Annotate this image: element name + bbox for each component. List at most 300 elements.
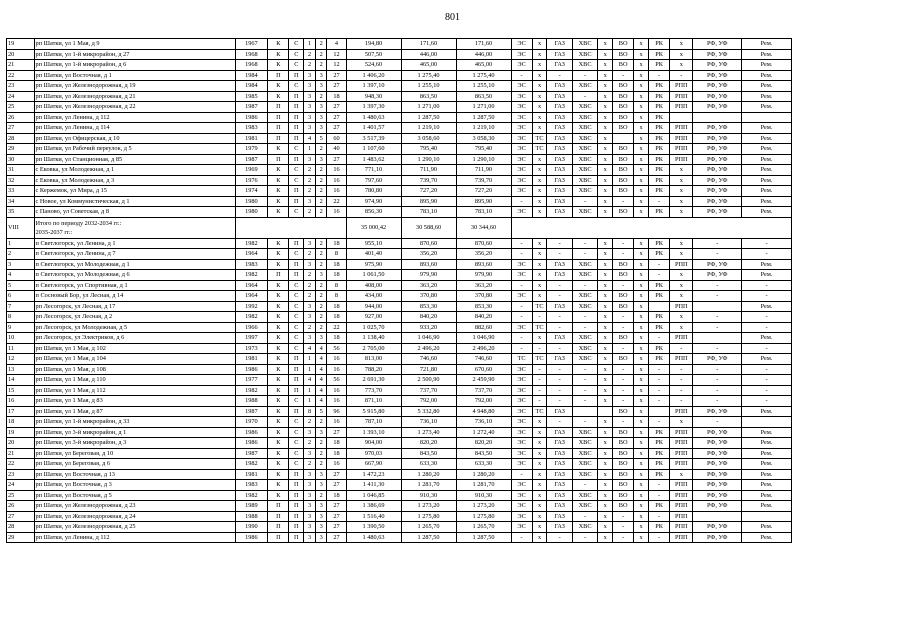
table-cell: 27 [327, 102, 346, 113]
table-cell: 1 273,20 [401, 501, 456, 512]
table-cell: РФ, УФ [693, 165, 742, 176]
table-cell: 3 [304, 522, 316, 533]
table-cell: - [547, 70, 572, 81]
table-cell: ЭС [511, 364, 532, 375]
table-cell: 1964 [235, 249, 268, 260]
table-row [7, 343, 792, 354]
table-cell: РК [649, 501, 670, 512]
table-cell: 871,10 [346, 396, 401, 407]
table-cell: 856,30 [346, 207, 401, 218]
table-cell: 1 287,50 [456, 532, 511, 543]
rows-bottom [7, 238, 792, 543]
table-cell: П [289, 490, 304, 501]
table-row [7, 196, 792, 207]
table-cell: - [613, 312, 634, 323]
table-cell: - [572, 249, 597, 260]
table-cell: 8 [327, 280, 346, 291]
table-cell: х [532, 469, 547, 480]
table-cell: 24 [7, 480, 35, 491]
table-cell: РК [649, 469, 670, 480]
table-cell: 1976 [235, 175, 268, 186]
address-cell: рп Шатки, ул 1 Мая, д 102 [34, 343, 235, 354]
table-cell [693, 333, 742, 344]
table-cell: 446,00 [456, 49, 511, 60]
table-cell: РК [649, 207, 670, 218]
table-cell: ГАЗ [547, 511, 572, 522]
table-cell: х [634, 480, 649, 491]
table-cell: х [532, 249, 547, 260]
table-cell: ЭС [511, 123, 532, 134]
table-cell: ЭС [511, 133, 532, 144]
table-cell: 1 265,70 [401, 522, 456, 533]
table-cell: 1 271,00 [401, 102, 456, 113]
table-cell: - [547, 532, 572, 543]
table-cell: - [613, 396, 634, 407]
table-cell: Рем. [742, 406, 792, 417]
table-cell: х [670, 322, 693, 333]
table-cell: - [511, 301, 532, 312]
table-cell: ЭС [511, 270, 532, 281]
table-cell: П [289, 480, 304, 491]
table-cell: х [634, 186, 649, 197]
table-cell: 11 [7, 343, 35, 354]
table-cell: 746,60 [456, 354, 511, 365]
table-cell: - [693, 396, 742, 407]
table-cell: РПП [670, 427, 693, 438]
table-cell: - [649, 196, 670, 207]
table-cell: ЭС [511, 91, 532, 102]
table-cell: - [742, 385, 792, 396]
table-cell [649, 301, 670, 312]
table-cell: К [268, 406, 289, 417]
table-cell: 2 [304, 186, 316, 197]
table-cell: РФ, УФ [693, 501, 742, 512]
table-cell: - [511, 532, 532, 543]
table-cell: П [289, 154, 304, 165]
table-cell: 1980 [235, 207, 268, 218]
table-cell: х [670, 49, 693, 60]
table-cell: х [598, 70, 613, 81]
table-cell: х [532, 186, 547, 197]
table-cell: 27 [327, 427, 346, 438]
table-cell: 1983 [235, 259, 268, 270]
table-cell: - [511, 249, 532, 260]
table-cell: 27 [327, 112, 346, 123]
table-cell: 771,10 [346, 165, 401, 176]
table-cell: 16 [327, 396, 346, 407]
table-cell: 2 [315, 259, 327, 270]
table-cell: С [289, 312, 304, 323]
table-cell: 1 046,90 [401, 333, 456, 344]
table-cell: х [532, 196, 547, 207]
table-cell: х [634, 49, 649, 60]
table-cell: х [634, 39, 649, 50]
table-cell: х [532, 154, 547, 165]
table-cell: 21 [7, 448, 35, 459]
table-cell: 2 [315, 238, 327, 249]
table-cell: РФ, УФ [693, 49, 742, 60]
table-cell: 721,80 [401, 364, 456, 375]
table-cell: 16 [327, 417, 346, 428]
table-cell: ГАЗ [547, 196, 572, 207]
table-cell: 30 [7, 154, 35, 165]
table-cell: х [634, 459, 649, 470]
table-cell: 633,30 [456, 459, 511, 470]
table-cell: РПП [670, 91, 693, 102]
table-cell: ВО [613, 49, 634, 60]
table-cell: 910,30 [456, 490, 511, 501]
table-cell: 33 [7, 186, 35, 197]
table-cell: РПП [670, 144, 693, 155]
table-cell: 773,70 [346, 385, 401, 396]
table-cell: РФ, УФ [693, 469, 742, 480]
table-cell: х [532, 165, 547, 176]
table-cell: х [634, 522, 649, 533]
table-cell: К [268, 207, 289, 218]
table-cell: 12 [7, 354, 35, 365]
table-cell: х [598, 154, 613, 165]
table-cell: - [649, 396, 670, 407]
table-cell: 2 [304, 175, 316, 186]
table-cell: х [634, 375, 649, 386]
table-cell: ГАЗ [547, 448, 572, 459]
table-row [7, 91, 792, 102]
table-cell: К [268, 364, 289, 375]
table-cell: х [634, 291, 649, 302]
table-cell: 18 [327, 448, 346, 459]
table-cell: ХВС [572, 427, 597, 438]
table-cell: ВО [613, 60, 634, 71]
table-cell: 8 [7, 312, 35, 323]
table-cell: 3 [304, 123, 316, 134]
address-cell: рп Шатки, ул Железнодорожная, д 23 [34, 501, 235, 512]
address-cell: рп Шатки, ул 3-й микрорайон, д 3 [34, 438, 235, 449]
table-cell: х [634, 238, 649, 249]
table-cell: х [532, 270, 547, 281]
table-cell: РФ, УФ [693, 81, 742, 92]
table-cell: 783,10 [401, 207, 456, 218]
table-cell: - [511, 70, 532, 81]
table-cell: К [268, 196, 289, 207]
table-cell: - [649, 480, 670, 491]
table-cell: П [289, 511, 304, 522]
table-cell: С [289, 60, 304, 71]
table-cell: 17 [7, 406, 35, 417]
table-cell: 60 [327, 133, 346, 144]
table-cell: С [289, 343, 304, 354]
table-cell: П [268, 511, 289, 522]
table-cell: 408,00 [346, 280, 401, 291]
table-cell: 2 [315, 49, 327, 60]
table-cell: 1986 [235, 438, 268, 449]
table-cell: С [289, 280, 304, 291]
table-cell: С [289, 39, 304, 50]
table-cell: - [649, 270, 670, 281]
table-cell: 4 948,80 [456, 406, 511, 417]
table-cell: х [634, 280, 649, 291]
table-cell: 1986 [235, 112, 268, 123]
table-cell: ЭС [511, 39, 532, 50]
table-cell: х [634, 501, 649, 512]
table-cell: х [634, 417, 649, 428]
table-cell: - [547, 343, 572, 354]
table-row [7, 301, 792, 312]
table-cell: ЭС [511, 102, 532, 113]
table-cell: 1 271,00 [456, 102, 511, 113]
table-cell: ЭС [511, 291, 532, 302]
table-row [7, 259, 792, 270]
table-cell: РФ, УФ [693, 133, 742, 144]
table-cell: 27 [327, 469, 346, 480]
table-cell: ВО [613, 186, 634, 197]
address-cell: рп Шатки, ул Железнодорожная, д 25 [34, 522, 235, 533]
table-cell: ВО [613, 469, 634, 480]
table-cell: 1 516,40 [346, 511, 401, 522]
table-cell: П [289, 91, 304, 102]
table-cell: - [613, 522, 634, 533]
table-cell: х [598, 385, 613, 396]
table-cell: ВО [613, 175, 634, 186]
table-cell: Рем. [742, 522, 792, 533]
table-cell: ВО [613, 333, 634, 344]
table-row [7, 354, 792, 365]
table-cell: х [598, 522, 613, 533]
table-cell: 12 [327, 60, 346, 71]
table-cell: 3 [304, 81, 316, 92]
table-cell: РФ, УФ [693, 480, 742, 491]
table-cell: 3 [315, 333, 327, 344]
table-cell: - [693, 385, 742, 396]
table-cell: 1 [304, 385, 316, 396]
table-cell: х [634, 490, 649, 501]
table-cell: 2 [304, 291, 316, 302]
table-cell: 739,70 [456, 175, 511, 186]
table-cell: х [598, 91, 613, 102]
table-cell: ГАЗ [547, 501, 572, 512]
table-cell: х [532, 459, 547, 470]
address-cell: рп Шатки, ул Восточная, д 13 [34, 469, 235, 480]
table-cell: 16 [327, 165, 346, 176]
table-cell: 2 [304, 207, 316, 218]
table-cell: РК [649, 39, 670, 50]
table-cell: 1 472,23 [346, 469, 401, 480]
table-cell: х [670, 280, 693, 291]
table-cell: х [634, 112, 649, 123]
table-cell: РК [649, 249, 670, 260]
table-cell: РФ, УФ [693, 186, 742, 197]
table-cell: - [742, 322, 792, 333]
table-row [7, 501, 792, 512]
table-cell: ЭС [511, 396, 532, 407]
table-cell: ХВС [572, 144, 597, 155]
table-cell: РФ, УФ [693, 154, 742, 165]
table-cell: 948,30 [346, 91, 401, 102]
table-cell: 31 [7, 165, 35, 176]
table-cell: 4 [315, 343, 327, 354]
table-cell: - [572, 511, 597, 522]
table-cell: 893,60 [456, 259, 511, 270]
table-cell: - [547, 396, 572, 407]
table-cell: х [634, 469, 649, 480]
table-cell: 737,70 [401, 385, 456, 396]
table-cell: - [649, 417, 670, 428]
table-cell: - [613, 364, 634, 375]
table-cell: 22 [7, 459, 35, 470]
table-cell: 3 [304, 469, 316, 480]
table-cell: - [613, 417, 634, 428]
table-cell: х [532, 70, 547, 81]
table-cell: 27 [327, 532, 346, 543]
table-cell: х [634, 333, 649, 344]
table-cell: х [532, 490, 547, 501]
table-cell: - [742, 375, 792, 386]
table-cell: 795,40 [456, 144, 511, 155]
table-cell: х [598, 123, 613, 134]
table-cell: ЭС [511, 417, 532, 428]
table-cell: 1 107,60 [346, 144, 401, 155]
table-row [7, 522, 792, 533]
table-cell: П [289, 375, 304, 386]
table-cell: РФ, УФ [693, 259, 742, 270]
table-cell: РПП [670, 532, 693, 543]
table-cell: х [532, 417, 547, 428]
table-cell: - [511, 238, 532, 249]
table-cell: ВО [613, 438, 634, 449]
table-cell: 5 915,80 [346, 406, 401, 417]
table-cell: х [634, 438, 649, 449]
table-cell: х [598, 427, 613, 438]
table-cell: х [598, 396, 613, 407]
table-cell: 3 [304, 490, 316, 501]
table-cell: 1983 [235, 123, 268, 134]
table-cell: К [268, 238, 289, 249]
table-cell: х [598, 417, 613, 428]
table-cell: х [598, 280, 613, 291]
table-cell: - [649, 364, 670, 375]
table-cell: ГАЗ [547, 144, 572, 155]
table-cell: - [613, 375, 634, 386]
rows-top [7, 39, 792, 218]
table-cell: - [649, 532, 670, 543]
address-cell: с Новое, ул Коммунистическая, д 1 [34, 196, 235, 207]
table-cell: 1990 [235, 522, 268, 533]
table-cell: - [649, 259, 670, 270]
table-cell: 4 [304, 343, 316, 354]
table-cell: ЭС [511, 112, 532, 123]
table-cell: РК [649, 81, 670, 92]
table-cell: 4 [315, 364, 327, 375]
table-row [7, 291, 792, 302]
table-cell: 1 273,40 [401, 427, 456, 438]
table-cell: 2 [304, 60, 316, 71]
table-cell: х [634, 406, 649, 417]
table-cell: П [268, 501, 289, 512]
table-cell: х [532, 81, 547, 92]
table-cell: П [268, 522, 289, 533]
table-cell: 363,20 [401, 280, 456, 291]
table-cell: 2 [304, 249, 316, 260]
table-cell: Рем. [742, 196, 792, 207]
table-cell: 1987 [235, 448, 268, 459]
table-cell: х [634, 532, 649, 543]
table-cell: 3 [304, 112, 316, 123]
table-cell: С [289, 396, 304, 407]
table-cell: 16 [327, 175, 346, 186]
table-cell: П [289, 70, 304, 81]
table-cell: х [634, 312, 649, 323]
table-cell: х [598, 49, 613, 60]
table-cell: х [634, 301, 649, 312]
table-cell: - [693, 417, 742, 428]
table-cell: - [547, 322, 572, 333]
table-cell: С [289, 291, 304, 302]
table-cell: х [598, 511, 613, 522]
table-cell: - [547, 375, 572, 386]
table-cell: 1 275,40 [401, 70, 456, 81]
address-cell: рп Лесогорск, ул Лесная, д 2 [34, 312, 235, 323]
table-cell: 25 [7, 102, 35, 113]
table-cell: 18 [327, 312, 346, 323]
table-cell: 3 [315, 123, 327, 134]
table-cell: 8 [327, 249, 346, 260]
table-cell: 1968 [235, 49, 268, 60]
table-cell: 727,20 [401, 186, 456, 197]
table-cell: 1 219,10 [456, 123, 511, 134]
table-cell: 22 [7, 70, 35, 81]
table-cell: 1989 [235, 501, 268, 512]
table-cell: 1982 [235, 238, 268, 249]
table-cell: ЭС [511, 186, 532, 197]
table-cell: К [268, 375, 289, 386]
table-cell: х [532, 280, 547, 291]
table-cell: 1 406,20 [346, 70, 401, 81]
table-cell: 1 287,50 [456, 112, 511, 123]
table-cell: 20 [7, 438, 35, 449]
address-cell: рп Лесогорск, ул Молодежная, д 5 [34, 322, 235, 333]
table-cell: 2 459,90 [456, 375, 511, 386]
table-cell: х [634, 102, 649, 113]
section-total-3: 30 344,60 [456, 217, 511, 238]
table-cell: 27 [327, 123, 346, 134]
table-cell: - [693, 249, 742, 260]
table-cell: 974,90 [346, 196, 401, 207]
table-cell: - [742, 291, 792, 302]
table-cell: х [670, 291, 693, 302]
table-cell: - [511, 333, 532, 344]
table-cell: - [572, 280, 597, 291]
table-row [7, 280, 792, 291]
table-cell: С [289, 165, 304, 176]
table-cell: 783,10 [456, 207, 511, 218]
table-cell: - [532, 385, 547, 396]
table-cell: ВО [613, 165, 634, 176]
table-cell: Рем. [742, 186, 792, 197]
table-cell: Рем. [742, 123, 792, 134]
table-cell: 3 [304, 448, 316, 459]
table-cell: ВО [613, 427, 634, 438]
table-cell: ХВС [572, 102, 597, 113]
table-cell: х [532, 207, 547, 218]
table-cell: ГАЗ [547, 102, 572, 113]
table-cell: 1988 [235, 396, 268, 407]
table-cell [598, 406, 613, 417]
table-cell: ГАЗ [547, 81, 572, 92]
table-cell: х [598, 259, 613, 270]
table-cell: х [598, 364, 613, 375]
table-cell: ХВС [572, 133, 597, 144]
table-cell: х [634, 133, 649, 144]
table-cell: ЭС [511, 81, 532, 92]
